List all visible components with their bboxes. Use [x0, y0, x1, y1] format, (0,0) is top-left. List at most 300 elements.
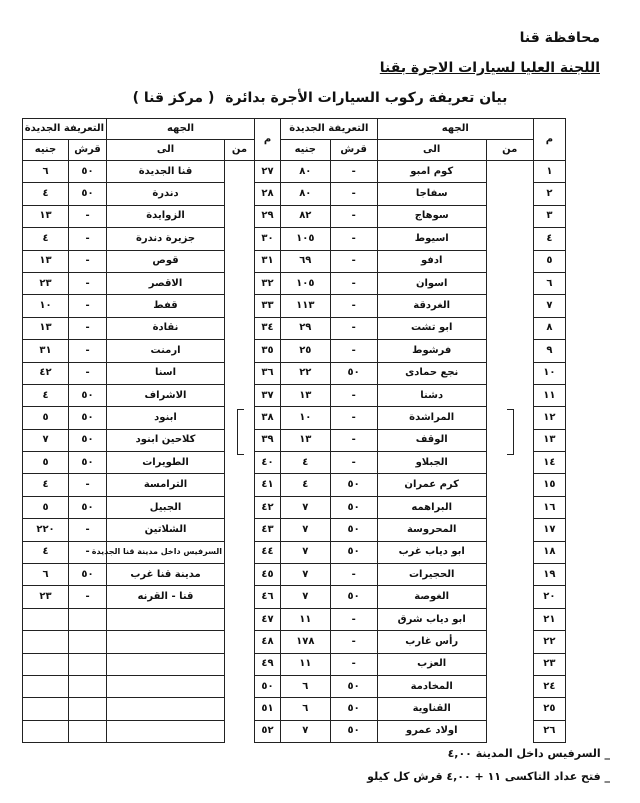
row-number: ٢٦	[533, 720, 565, 742]
row-piasters: -	[69, 586, 107, 608]
row-from	[486, 384, 533, 406]
row-destination: مدينة قنا غرب	[107, 564, 225, 586]
row-piasters: -	[69, 228, 107, 250]
table-row	[281, 474, 566, 496]
row-pounds: ٧	[281, 720, 331, 742]
row-destination: دشنا	[377, 384, 486, 406]
row-piasters: -	[330, 384, 377, 406]
row-number: ٢٩	[255, 205, 281, 227]
row-from	[486, 631, 533, 653]
table-row	[281, 228, 566, 250]
row-pounds: ١٠٥	[281, 272, 331, 294]
row-piasters: -	[69, 250, 107, 272]
row-from	[225, 384, 255, 406]
table-row	[23, 586, 281, 608]
row-piasters: ٥٠	[69, 183, 107, 205]
bracket-mark	[237, 409, 244, 455]
row-destination: سفاجا	[377, 183, 486, 205]
row-pounds: ١٠	[281, 407, 331, 429]
row-number: ٤٩	[255, 653, 281, 675]
table-row	[23, 474, 281, 496]
row-piasters: -	[330, 429, 377, 451]
row-number: ٤٧	[255, 608, 281, 630]
row-from	[486, 653, 533, 675]
row-pounds: ٢٣	[23, 586, 69, 608]
row-number: ٣٤	[255, 317, 281, 339]
tariff-table-right	[280, 118, 566, 743]
row-pounds: ١٣	[281, 384, 331, 406]
title-subtitle: ( مركز قنا )	[132, 90, 215, 106]
table-row	[281, 340, 566, 362]
row-number: ٢١	[533, 608, 565, 630]
row-number: ٤٠	[255, 452, 281, 474]
table-row	[281, 675, 566, 697]
row-destination: الشلاتين	[107, 519, 225, 541]
table-row	[23, 653, 281, 675]
row-pounds: ٦	[23, 564, 69, 586]
row-from	[225, 720, 255, 742]
table-row	[281, 362, 566, 384]
col-header-piasters: قرش	[69, 140, 107, 161]
row-number: ٤١	[255, 474, 281, 496]
title-main: بيان تعريفة ركوب السيارات الأجرة بدائرة	[225, 90, 508, 106]
row-destination: قنا الجديدة	[107, 161, 225, 183]
row-number: ٣١	[255, 250, 281, 272]
row-piasters: -	[69, 474, 107, 496]
row-pounds	[23, 720, 69, 742]
row-piasters: ٥٠	[69, 161, 107, 183]
row-piasters: -	[330, 631, 377, 653]
row-destination: المحروسة	[377, 519, 486, 541]
col-header-direction: الجهه	[107, 119, 255, 140]
table-row	[281, 384, 566, 406]
row-pounds: ٦	[281, 675, 331, 697]
table-row	[281, 519, 566, 541]
row-destination: القناوية	[377, 698, 486, 720]
row-from	[486, 519, 533, 541]
row-number: ٢٨	[255, 183, 281, 205]
row-from	[486, 496, 533, 518]
row-number: ١٢	[533, 407, 565, 429]
row-destination: الطويرات	[107, 452, 225, 474]
row-piasters: ٥٠	[330, 474, 377, 496]
row-number: ٤٣	[255, 519, 281, 541]
table-row	[23, 698, 281, 720]
row-destination	[107, 720, 225, 742]
row-from	[486, 541, 533, 563]
row-piasters: -	[330, 407, 377, 429]
table-row	[23, 720, 281, 742]
table-row	[23, 675, 281, 697]
row-number: ٤٨	[255, 631, 281, 653]
row-piasters: -	[330, 452, 377, 474]
row-pounds	[23, 675, 69, 697]
table-row	[281, 272, 566, 294]
row-destination: ابنود	[107, 407, 225, 429]
row-from	[225, 452, 255, 474]
row-piasters: -	[330, 272, 377, 294]
row-destination: الاقصر	[107, 272, 225, 294]
row-destination: فرشوط	[377, 340, 486, 362]
row-piasters: -	[69, 541, 107, 563]
table-row	[23, 161, 281, 183]
row-piasters: -	[330, 205, 377, 227]
row-number: ٢٣	[533, 653, 565, 675]
col-header-new-tariff: التعريفة الجديدة	[23, 119, 107, 140]
row-from	[486, 340, 533, 362]
row-destination: كوم امبو	[377, 161, 486, 183]
row-from	[486, 205, 533, 227]
row-number: ٣٢	[255, 272, 281, 294]
row-pounds: ٧	[281, 564, 331, 586]
row-from	[486, 698, 533, 720]
row-destination: سوهاج	[377, 205, 486, 227]
row-pounds: ٧	[23, 429, 69, 451]
row-number: ١٣	[533, 429, 565, 451]
row-pounds: ٤	[281, 452, 331, 474]
row-from	[225, 161, 255, 183]
table-row	[281, 452, 566, 474]
row-number: ٥٢	[255, 720, 281, 742]
row-pounds: ١٣	[23, 317, 69, 339]
row-piasters: -	[330, 564, 377, 586]
row-number: ٢	[533, 183, 565, 205]
row-number: ١٠	[533, 362, 565, 384]
table-row	[23, 452, 281, 474]
row-from	[486, 295, 533, 317]
table-row	[23, 631, 281, 653]
row-piasters: -	[69, 295, 107, 317]
row-number: ١٨	[533, 541, 565, 563]
row-from	[225, 631, 255, 653]
row-destination: دندرة	[107, 183, 225, 205]
row-pounds: ٢٣	[23, 272, 69, 294]
row-piasters: ٥٠	[330, 586, 377, 608]
table-row	[281, 698, 566, 720]
row-piasters: -	[330, 653, 377, 675]
row-number: ٤٢	[255, 496, 281, 518]
col-header-new-tariff: التعريفة الجديدة	[281, 119, 378, 140]
row-destination	[107, 698, 225, 720]
row-pounds: ١١٣	[281, 295, 331, 317]
row-destination: الجبلاو	[377, 452, 486, 474]
table-row	[23, 384, 281, 406]
note-service-fare: _ السرفيس داخل المدينة ٤,٠٠	[447, 747, 610, 760]
table-row	[23, 317, 281, 339]
row-destination: المخادمة	[377, 675, 486, 697]
row-from	[486, 183, 533, 205]
row-number: ٦	[533, 272, 565, 294]
row-from	[486, 474, 533, 496]
row-pounds: ١٧٨	[281, 631, 331, 653]
row-piasters: -	[330, 161, 377, 183]
row-piasters	[69, 608, 107, 630]
row-piasters: -	[330, 228, 377, 250]
row-number: ٤٦	[255, 586, 281, 608]
row-number: ١٦	[533, 496, 565, 518]
row-piasters	[69, 675, 107, 697]
row-number: ٢٧	[255, 161, 281, 183]
row-piasters	[69, 698, 107, 720]
row-from	[486, 250, 533, 272]
table-row	[281, 496, 566, 518]
row-from	[225, 250, 255, 272]
row-pounds: ٢٢	[281, 362, 331, 384]
row-destination	[107, 608, 225, 630]
row-number: ٢٤	[533, 675, 565, 697]
row-destination: ابو دياب غرب	[377, 541, 486, 563]
row-pounds: ١١	[281, 608, 331, 630]
row-pounds: ٧	[281, 519, 331, 541]
row-pounds: ٦	[23, 161, 69, 183]
row-number: ١٥	[533, 474, 565, 496]
row-destination: قوص	[107, 250, 225, 272]
row-piasters: -	[69, 205, 107, 227]
row-pounds: ٦	[281, 698, 331, 720]
row-number: ٧	[533, 295, 565, 317]
row-from	[225, 295, 255, 317]
row-piasters: ٥٠	[330, 496, 377, 518]
row-pounds: ١٠	[23, 295, 69, 317]
row-number: ٣	[533, 205, 565, 227]
committee-label: اللجنة العليا لسيارات الاجرة بقنا	[379, 60, 600, 76]
col-header-from: من	[486, 140, 533, 161]
row-destination: اسوان	[377, 272, 486, 294]
row-piasters: -	[69, 362, 107, 384]
row-number: ٤٤	[255, 541, 281, 563]
row-destination: جزيرة دندرة	[107, 228, 225, 250]
table-row	[281, 564, 566, 586]
row-piasters: -	[330, 340, 377, 362]
table-row	[23, 496, 281, 518]
row-number: ١	[533, 161, 565, 183]
note-taxi-meter: _ فتح عداد التاكسى ١١ + ٤,٠٠ قرش كل كيلو	[367, 770, 610, 783]
row-destination: الغردقة	[377, 295, 486, 317]
row-number: ٣٣	[255, 295, 281, 317]
row-pounds: ٨٠	[281, 161, 331, 183]
row-number: ٩	[533, 340, 565, 362]
row-number: ٢٢	[533, 631, 565, 653]
row-number: ٣٩	[255, 429, 281, 451]
row-pounds: ١٣	[281, 429, 331, 451]
row-number: ٣٧	[255, 384, 281, 406]
row-number: ٢٠	[533, 586, 565, 608]
row-destination: الغوصة	[377, 586, 486, 608]
row-piasters: -	[69, 272, 107, 294]
table-row	[23, 183, 281, 205]
table-row	[23, 228, 281, 250]
row-from	[486, 272, 533, 294]
row-destination	[107, 631, 225, 653]
row-pounds: ٢٢٠	[23, 519, 69, 541]
table-row	[281, 586, 566, 608]
row-from	[486, 675, 533, 697]
row-from	[225, 272, 255, 294]
row-destination: قنا - القرنه	[107, 586, 225, 608]
col-header-pounds: جنيه	[281, 140, 331, 161]
table-row	[23, 608, 281, 630]
row-pounds: ٨٢	[281, 205, 331, 227]
row-piasters: -	[69, 317, 107, 339]
table-row	[281, 653, 566, 675]
row-piasters: ٥٠	[330, 675, 377, 697]
col-header-pounds: جنيه	[23, 140, 69, 161]
row-piasters: ٥٠	[69, 496, 107, 518]
row-from	[486, 452, 533, 474]
row-pounds: ٤	[281, 474, 331, 496]
row-piasters: -	[330, 183, 377, 205]
row-piasters: -	[69, 340, 107, 362]
row-piasters: ٥٠	[330, 698, 377, 720]
row-from	[486, 608, 533, 630]
row-piasters: ٥٠	[69, 384, 107, 406]
row-from	[225, 228, 255, 250]
row-pounds: ٢٩	[281, 317, 331, 339]
row-pounds: ٨٠	[281, 183, 331, 205]
row-number: ٤	[533, 228, 565, 250]
table-row	[281, 317, 566, 339]
row-destination: الجبيل	[107, 496, 225, 518]
col-header-to: الى	[107, 140, 225, 161]
row-from	[225, 519, 255, 541]
row-number: ٣٦	[255, 362, 281, 384]
table-row	[23, 272, 281, 294]
row-from	[486, 720, 533, 742]
row-pounds: ٥	[23, 407, 69, 429]
table-row	[23, 340, 281, 362]
row-pounds	[23, 698, 69, 720]
row-destination: الترامسة	[107, 474, 225, 496]
row-destination: اسيوط	[377, 228, 486, 250]
row-piasters: -	[330, 608, 377, 630]
row-number: ٥١	[255, 698, 281, 720]
row-number: ٢٥	[533, 698, 565, 720]
row-from	[225, 362, 255, 384]
row-number: ١٧	[533, 519, 565, 541]
row-from	[486, 228, 533, 250]
col-header-number: م	[533, 119, 565, 161]
row-from	[486, 362, 533, 384]
row-destination: الوقف	[377, 429, 486, 451]
row-pounds: ٧	[281, 586, 331, 608]
row-destination: نجع حمادى	[377, 362, 486, 384]
row-pounds	[23, 631, 69, 653]
row-pounds: ٤	[23, 541, 69, 563]
row-pounds	[23, 608, 69, 630]
row-pounds: ١١	[281, 653, 331, 675]
row-piasters	[69, 720, 107, 742]
row-from	[225, 183, 255, 205]
row-pounds: ١٣	[23, 205, 69, 227]
table-row	[281, 205, 566, 227]
row-pounds: ٧	[281, 541, 331, 563]
row-pounds: ١٠٥	[281, 228, 331, 250]
table-row	[281, 295, 566, 317]
table-row	[23, 362, 281, 384]
table-row	[281, 407, 566, 429]
table-row	[281, 631, 566, 653]
row-destination: البراهمه	[377, 496, 486, 518]
table-row	[281, 250, 566, 272]
row-destination: العزب	[377, 653, 486, 675]
row-number: ٥	[533, 250, 565, 272]
row-pounds: ٣١	[23, 340, 69, 362]
row-piasters: -	[330, 295, 377, 317]
row-number: ٥٠	[255, 675, 281, 697]
row-destination: كلاحين ابنود	[107, 429, 225, 451]
row-destination: ابو تشت	[377, 317, 486, 339]
row-piasters	[69, 631, 107, 653]
row-destination	[107, 675, 225, 697]
row-number: ١٩	[533, 564, 565, 586]
row-piasters	[69, 653, 107, 675]
row-destination: الزوايدة	[107, 205, 225, 227]
table-row	[23, 250, 281, 272]
row-destination: اولاد عمرو	[377, 720, 486, 742]
row-destination	[107, 653, 225, 675]
page-title	[0, 90, 640, 106]
row-piasters: ٥٠	[330, 541, 377, 563]
row-pounds: ٥	[23, 496, 69, 518]
row-destination: المراشدة	[377, 407, 486, 429]
bracket-mark	[507, 409, 514, 455]
row-destination: الاشراف	[107, 384, 225, 406]
table-row	[23, 519, 281, 541]
row-from	[225, 317, 255, 339]
row-piasters: ٥٠	[330, 362, 377, 384]
row-from	[225, 586, 255, 608]
row-from	[225, 205, 255, 227]
row-number: ٤٥	[255, 564, 281, 586]
row-destination: رأس غارب	[377, 631, 486, 653]
table-row	[281, 161, 566, 183]
row-destination: السرفيس داخل مدينة قنا الجديدة	[107, 541, 225, 563]
row-destination: ابو دياب شرق	[377, 608, 486, 630]
row-pounds: ١٣	[23, 250, 69, 272]
row-destination: اسنا	[107, 362, 225, 384]
col-header-to: الى	[377, 140, 486, 161]
row-from	[225, 698, 255, 720]
col-header-direction: الجهه	[377, 119, 533, 140]
table-row	[281, 541, 566, 563]
row-from	[486, 586, 533, 608]
row-pounds: ٢٥	[281, 340, 331, 362]
row-piasters: ٥٠	[69, 429, 107, 451]
table-row	[281, 429, 566, 451]
row-number: ٣٠	[255, 228, 281, 250]
row-from	[486, 564, 533, 586]
row-piasters: -	[330, 250, 377, 272]
row-number: ٨	[533, 317, 565, 339]
table-row	[23, 295, 281, 317]
row-number: ١٤	[533, 452, 565, 474]
row-number: ٣٨	[255, 407, 281, 429]
row-piasters: ٥٠	[330, 519, 377, 541]
row-destination: كرم عمران	[377, 474, 486, 496]
row-number: ١١	[533, 384, 565, 406]
row-from	[225, 541, 255, 563]
row-pounds: ٦٩	[281, 250, 331, 272]
row-destination: ارمنت	[107, 340, 225, 362]
row-pounds: ٤	[23, 384, 69, 406]
row-from	[486, 161, 533, 183]
row-from	[486, 317, 533, 339]
row-from	[225, 608, 255, 630]
table-row	[23, 541, 281, 563]
row-number: ٣٥	[255, 340, 281, 362]
table-row	[23, 564, 281, 586]
row-piasters: ٥٠	[330, 720, 377, 742]
